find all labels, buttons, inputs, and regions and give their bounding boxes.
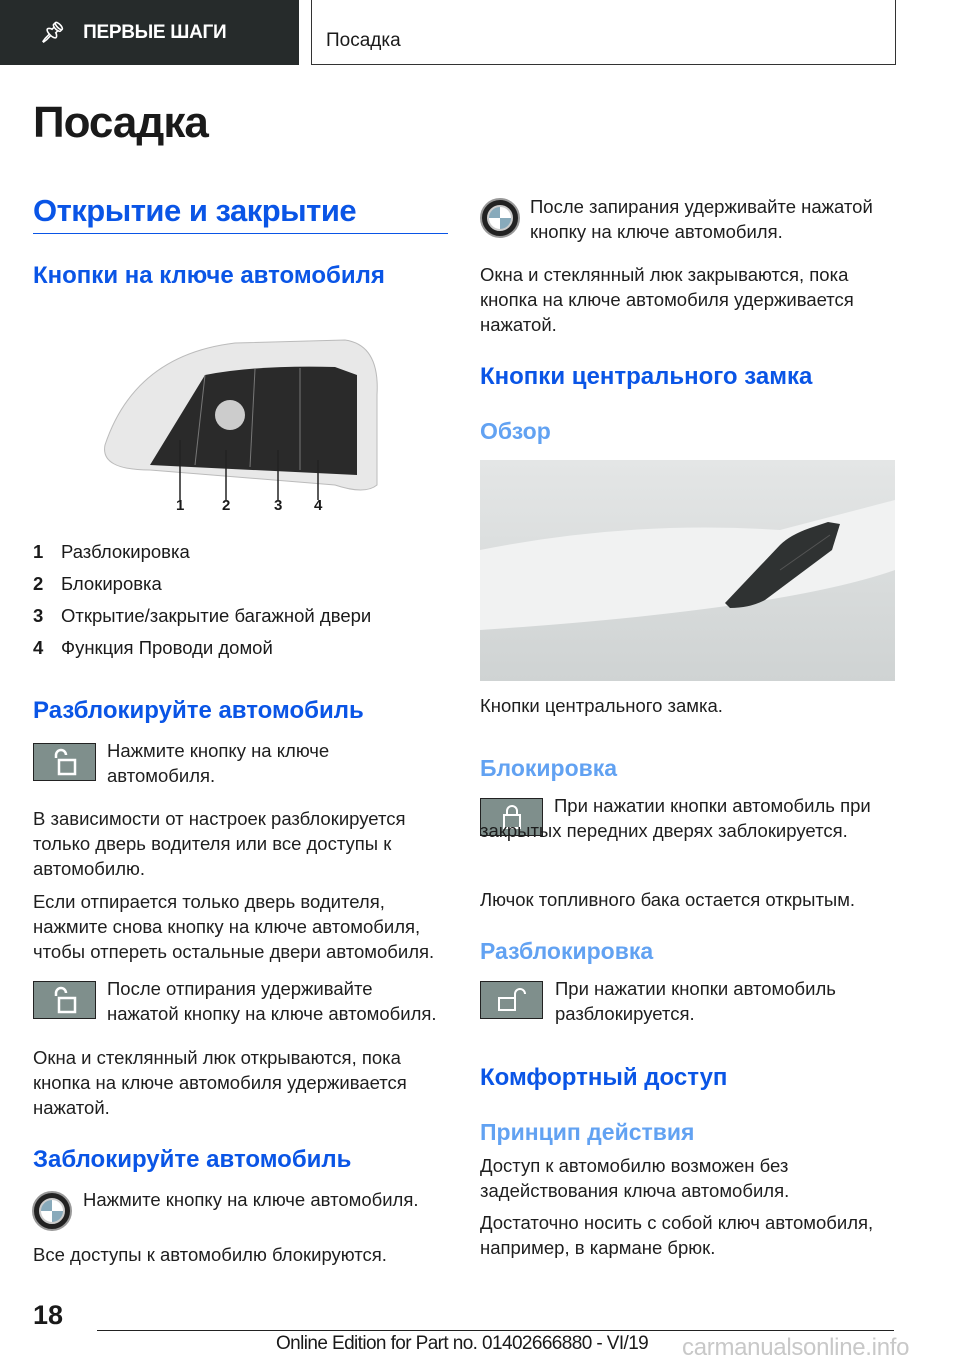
legend-item: 3 Открытие/закрытие багажной двери — [33, 605, 372, 626]
heading-open-close: Открытие и закрытие — [33, 193, 448, 234]
key-fob-illustration — [95, 335, 385, 520]
central-lock-photo — [480, 460, 895, 681]
comfort-text-2: Достаточно носить с собой ключ автомобиля, например, в кармане брюк. — [480, 1212, 874, 1258]
callout-3: 3 — [274, 497, 283, 514]
fuel-flap-text: Лючок топливного бака остается открытым. — [480, 889, 856, 910]
unlock-step: Нажмите кнопку на ключе автомобиля. — [107, 740, 330, 786]
watermark: carmanualsonline.info — [682, 1334, 910, 1361]
lock-text-1: Все доступы к автомобилю блокируются. — [33, 1244, 387, 1265]
section-tab — [0, 0, 299, 65]
unlock-text-3: Окна и стеклянный люк открываются, пока кнопка на ключе автомобиля удерживается нажатой. — [33, 1047, 407, 1118]
heading-overview: Обзор — [480, 418, 551, 444]
lock-step: Нажмите кнопку на ключе автомобиля. — [83, 1189, 419, 1210]
key-legend — [33, 536, 371, 664]
chapter-header — [311, 0, 896, 65]
heading-unlocking: Разблокировка — [480, 938, 654, 964]
heading-key-buttons: Кнопки на ключе автомобиля — [33, 262, 385, 289]
locking-text: При нажатии кнопки автомобиль при закрытых передних дверях заблокируется. — [480, 795, 871, 841]
photo-caption: Кнопки центрального замка. — [480, 695, 723, 716]
comfort-text-1: Доступ к автомобилю возможен без задействования ключа автомобиля. — [480, 1155, 790, 1201]
bmw-key-icon — [480, 198, 520, 238]
legend-item: 4 Функция Проводи домой — [33, 637, 273, 658]
callout-4: 4 — [314, 497, 323, 514]
bmw-key-icon — [32, 1191, 72, 1231]
heading-principle: Принцип действия — [480, 1119, 695, 1145]
legend-item: 2 Блокировка — [33, 573, 162, 594]
unlock-button-icon — [480, 981, 543, 1019]
heading-central-lock: Кнопки центрального замка — [480, 363, 813, 390]
unlock-hold-text: После отпирания удерживайте нажатой кнопку на ключе автомобиля. — [107, 978, 437, 1024]
footer-rule — [97, 1330, 894, 1331]
unlock-icon — [33, 981, 96, 1019]
unlock-text-1: В зависимости от настроек разблокируется только дверь водителя или все доступы к автомобилю. — [33, 808, 406, 879]
callout-2: 2 — [222, 497, 231, 514]
lock-hold-text: После запирания удерживайте нажатой кнопку на ключе автомобиля. — [530, 196, 873, 242]
page-title: Посадка — [33, 98, 208, 147]
heading-comfort-access: Комфортный доступ — [480, 1064, 728, 1091]
section-label: ПЕРВЫЕ ШАГИ — [83, 21, 227, 43]
lock-text-2: Окна и стеклянный люк закрываются, пока кнопка на ключе автомобиля удерживается нажатой. — [480, 264, 854, 335]
pin-icon: 📌︎ — [40, 22, 66, 44]
chapter-label: Посадка — [326, 30, 401, 51]
unlock-text-2: Если отпирается только дверь водителя, нажмите снова кнопку на ключе автомобиля, чтобы отпереть остальные двери автомобиля. — [33, 891, 435, 962]
heading-lock: Заблокируйте автомобиль — [33, 1146, 352, 1173]
unlocking-text: При нажатии кнопки автомобиль разблокируется. — [555, 978, 836, 1024]
callout-1: 1 — [176, 497, 185, 514]
heading-locking: Блокировка — [480, 755, 618, 781]
heading-unlock: Разблокируйте автомобиль — [33, 697, 364, 724]
unlock-icon — [33, 743, 96, 781]
page-number: 18 — [33, 1300, 64, 1330]
edition-text: Online Edition for Part no. 01402666880 - VI/19 — [276, 1333, 649, 1354]
legend-item: 1 Разблокировка — [33, 541, 190, 562]
